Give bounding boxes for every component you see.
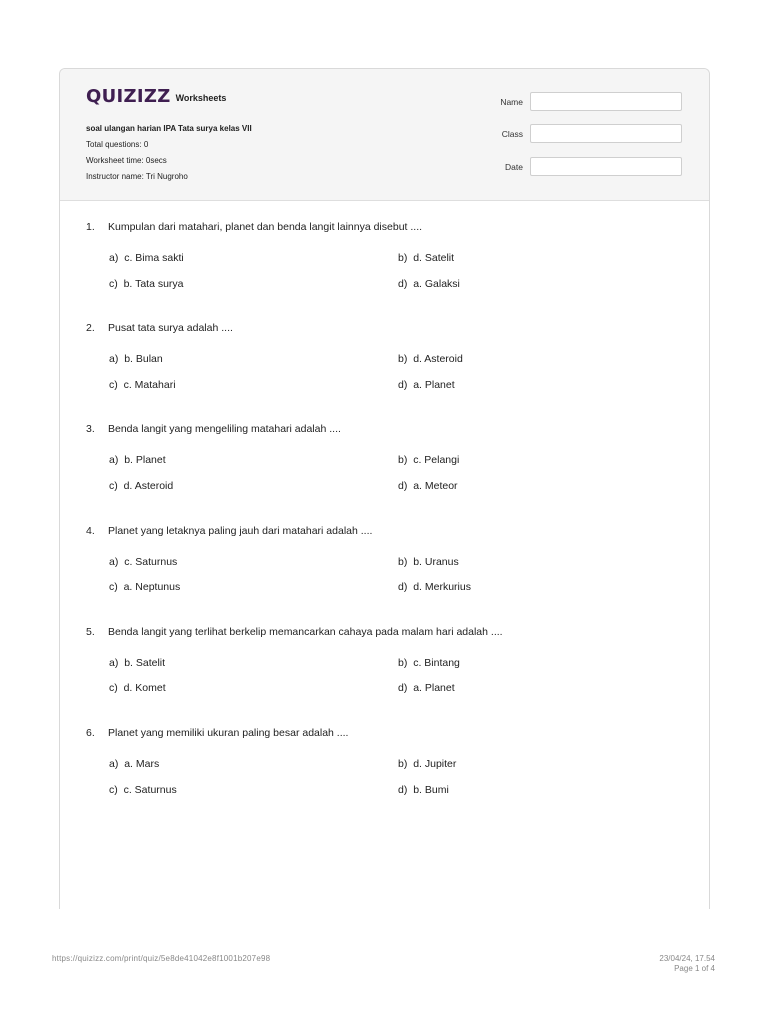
option-text: c. Bintang [413, 656, 460, 669]
option-text: a. Planet [413, 682, 455, 695]
option-label: b) [398, 252, 408, 264]
name-field[interactable] [530, 92, 682, 111]
option-label: d) [398, 783, 408, 796]
question-text: Planet yang memiliki ukuran paling besar adalah .... [108, 727, 349, 739]
option-label: a) [109, 555, 119, 568]
instructor-name: Instructor name: Tri Nugroho [86, 172, 188, 181]
option-text: a. Planet [413, 378, 455, 391]
quiz-title: soal ulangan harian IPA Tata surya kelas VII [86, 124, 252, 133]
answer-option [398, 379, 455, 391]
question-text: Benda langit yang mengeliling matahari adalah .... [108, 423, 341, 436]
class-field[interactable] [530, 124, 682, 143]
question-number: 6. [86, 727, 95, 739]
option-label: c) [109, 581, 118, 594]
answer-option [398, 784, 449, 796]
answer-option [398, 480, 458, 492]
answer-option [109, 784, 177, 796]
option-label: a) [109, 454, 119, 467]
answer-option [398, 353, 463, 365]
option-label: c) [109, 378, 118, 391]
answer-option [109, 278, 184, 290]
option-label: c) [109, 783, 118, 796]
date-label: Date [505, 162, 523, 172]
option-label: c) [109, 277, 118, 290]
answer-option [109, 758, 159, 770]
answer-option [398, 454, 459, 466]
option-text: b. Tata surya [123, 277, 184, 290]
answer-option [398, 657, 460, 669]
option-label: b) [398, 454, 408, 467]
answer-option [109, 454, 166, 466]
quizizz-logo [86, 86, 226, 107]
answer-option [398, 581, 471, 593]
footer-meta [659, 954, 715, 974]
option-label: a) [109, 758, 119, 770]
option-text: c. Bima sakti [124, 252, 184, 264]
date-field[interactable] [530, 157, 682, 176]
option-label: d) [398, 479, 408, 492]
answer-option [398, 278, 460, 290]
logo-wordmark: QUIZIZZ [86, 86, 171, 107]
option-text: a. Meteor [413, 479, 458, 492]
option-text: d. Komet [123, 682, 166, 695]
question-text: Planet yang letaknya paling jauh dari matahari adalah .... [108, 524, 373, 537]
option-text: d. Merkurius [413, 581, 471, 594]
option-label: a) [109, 353, 119, 366]
footer-page-number: Page 1 of 4 [674, 964, 715, 973]
option-text: b. Planet [124, 454, 166, 467]
option-text: b. Satelit [124, 656, 166, 669]
class-label: Class [501, 129, 523, 139]
option-text: c. Pelangi [413, 454, 460, 467]
option-label: c) [109, 682, 118, 695]
option-text: a. Mars [124, 758, 160, 770]
option-text: b. Bumi [413, 783, 449, 796]
option-text: a. Neptunus [123, 581, 181, 594]
option-label: d) [398, 682, 408, 695]
option-label: a) [109, 252, 119, 264]
option-text: c. Matahari [123, 378, 176, 391]
option-label: c) [109, 479, 118, 492]
answer-option [398, 682, 455, 694]
answer-option [109, 480, 173, 492]
question-number: 4. [86, 524, 95, 537]
option-label: d) [398, 581, 408, 594]
question-text: Benda langit yang terlihat berkelip memancarkan cahaya pada malam hari adalah .... [108, 625, 503, 638]
name-label: Name [500, 97, 523, 107]
question-text: Pusat tata surya adalah .... [108, 322, 233, 335]
option-text: c. Saturnus [123, 783, 177, 796]
option-text: d. Jupiter [413, 758, 457, 770]
footer-url: https://quizizz.com/print/quiz/5e8de41042e8f1001b207e98 [52, 954, 271, 963]
answer-option [109, 353, 163, 365]
question-number: 5. [86, 625, 95, 638]
total-questions: Total questions: 0 [86, 140, 149, 149]
answer-option [398, 252, 454, 264]
answer-option [109, 657, 165, 669]
option-label: d) [398, 378, 408, 391]
option-text: b. Bulan [124, 353, 163, 366]
answer-option [398, 758, 456, 770]
answer-option [109, 556, 177, 568]
answer-option [109, 682, 166, 694]
worksheet-time: Worksheet time: 0secs [86, 156, 167, 165]
answer-option [109, 581, 180, 593]
option-label: b) [398, 555, 408, 568]
worksheet-meta [86, 121, 252, 185]
option-text: d. Asteroid [123, 479, 174, 492]
option-label: b) [398, 353, 408, 366]
answer-option [109, 252, 184, 264]
option-label: a) [109, 656, 119, 669]
worksheet-header [60, 69, 709, 201]
question-number: 2. [86, 322, 95, 335]
question-text: Kumpulan dari matahari, planet dan benda langit lainnya disebut .... [108, 221, 423, 233]
answer-option [109, 379, 176, 391]
option-text: a. Galaksi [413, 277, 460, 290]
option-text: d. Asteroid [413, 353, 463, 366]
option-text: b. Uranus [413, 555, 459, 568]
option-label: b) [398, 758, 408, 770]
question-number: 3. [86, 423, 95, 436]
answer-option [398, 556, 459, 568]
option-text: d. Satelit [413, 252, 455, 264]
option-label: d) [398, 277, 408, 290]
logo-subtitle: Worksheets [175, 92, 227, 103]
footer-datetime: 23/04/24, 17.54 [659, 954, 715, 963]
option-label: b) [398, 656, 408, 669]
question-number: 1. [86, 221, 95, 233]
option-text: c. Saturnus [124, 555, 178, 568]
